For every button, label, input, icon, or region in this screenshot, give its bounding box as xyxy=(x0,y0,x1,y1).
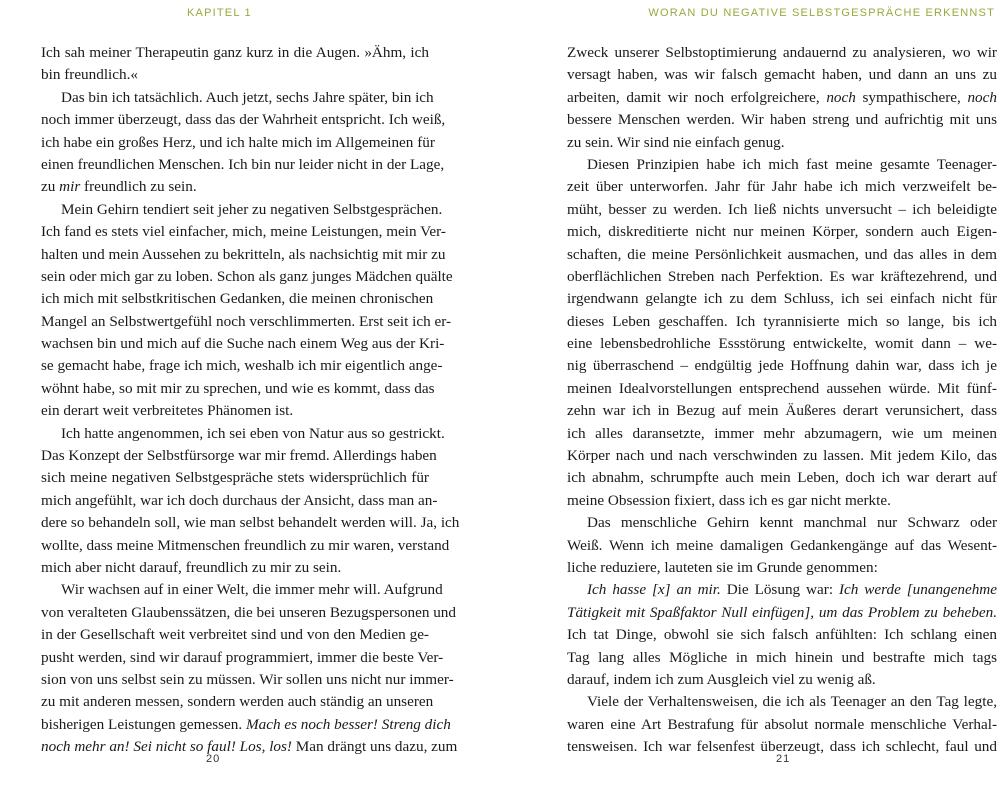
text-line xyxy=(41,691,434,713)
text-line xyxy=(41,557,429,579)
text-segment: sion von uns selbst sein zu müssen. Wir sollen uns nicht nur immer- xyxy=(41,670,454,688)
text-line xyxy=(567,109,997,131)
text-line xyxy=(567,266,997,288)
italic-text: Ich werde [unangenehme xyxy=(838,581,998,599)
page-number-left: 20 xyxy=(206,753,221,765)
text-segment: nig überraschend – endgültig jede Hoffnung dahin war, dass ich je xyxy=(567,357,997,375)
text-segment: Mein Gehirn tendiert seit jeher zu negativen Selbstgesprächen. xyxy=(61,200,443,218)
text-line xyxy=(41,669,454,691)
text-segment: darauf, indem ich zum Ausgleich viel zu wenig aß. xyxy=(567,670,876,688)
text-segment: Tag lang alles Mögliche in mich hinein und bestrafte mich tags xyxy=(567,648,997,666)
text-segment: tensweisen. Ich war felsenfest überzeugt, dass ich schlecht, faul und xyxy=(567,738,997,756)
text-segment: Ich sah meiner Therapeutin ganz kurz in die Augen. »Ähm, ich xyxy=(41,44,429,61)
italic-text: Mach es noch besser! Streng dich xyxy=(245,715,451,733)
text-line xyxy=(41,602,456,624)
text-segment: wöhnt habe, so mit mir zu sprechen, und wie es kommt, dass das xyxy=(41,379,435,397)
text-line xyxy=(567,669,997,691)
text-segment: ich mich mit selbstkritischen Gedanken, die meinen chronischen xyxy=(41,290,434,308)
text-segment: Das Konzept der Selbstfürsorge war mir fremd. Allerdings haben xyxy=(41,447,437,465)
text-segment: bessere Menschen werden. Wir haben streng und aufrichtig mit uns xyxy=(567,111,997,129)
text-segment: Körper nach und nach verschwinden zu lassen. Mit jedem Kilo, das xyxy=(567,447,997,465)
text-segment: pusht werden, sind wir darauf programmiert, immer die beste Ver- xyxy=(41,648,444,666)
italic-text: noch mehr an! Sei nicht so faul! Los, los! xyxy=(41,738,292,756)
text-line xyxy=(41,423,445,445)
text-segment: bin freundlich.« xyxy=(41,66,139,84)
italic-text: Tätigkeit mit Spaßfaktor Null einfügen], um das Problem zu beheben. xyxy=(567,603,997,621)
text-segment: versagt haben, was wir falsch gemacht haben, und dann an uns zu xyxy=(567,66,997,84)
text-segment: zehn war ich in Bezug auf mein Äußeres derart verunsichert, dass xyxy=(567,402,997,420)
text-segment: wachsen bin und mich auf die Suche nach einem Weg aus der Kri- xyxy=(41,335,445,353)
text-segment: Das menschliche Gehirn kennt manchmal nur Schwarz oder xyxy=(587,514,997,532)
text-segment: wollte, dass meine Mitmenschen freundlich zu mir waren, verstand xyxy=(41,536,450,554)
text-line xyxy=(41,378,435,400)
text-segment: noch immer überzeugt, dass das der Wahrheit entspricht. Ich weiß, xyxy=(41,111,446,129)
text-line xyxy=(41,64,429,86)
text-segment: Ich tat Dinge, obwohl sie sich falsch anfühlten: Ich schlang einen xyxy=(567,626,997,644)
text-line xyxy=(41,333,445,355)
text-segment: freundlich zu sein. xyxy=(80,178,197,196)
text-line xyxy=(567,288,997,310)
text-line xyxy=(567,221,997,243)
text-line xyxy=(567,378,997,400)
text-segment: Viele der Verhaltensweisen, die ich als Teenager an den Tag legte, xyxy=(587,693,997,711)
text-line xyxy=(567,64,997,86)
text-line xyxy=(41,490,438,512)
text-line xyxy=(567,467,997,489)
text-line xyxy=(41,288,434,310)
text-segment: sein oder mich gar zu loben. Schon als ganz junges Mädchen quälte xyxy=(41,267,453,285)
text-segment: arbeiten, damit wir noch erfolgreichere, xyxy=(567,88,827,106)
text-line xyxy=(567,714,997,736)
text-line xyxy=(567,647,997,669)
text-segment: müht, besser zu werden. Ich ließ nichts unversucht – ich beleidigte xyxy=(567,200,997,218)
text-segment: sich meine negativen Selbstgespräche stets widersprüchlich für xyxy=(41,469,429,487)
text-segment: Weiß. Wenn ich meine damaligen Gedankengänge auf das Wesent- xyxy=(567,536,997,554)
text-line xyxy=(41,445,437,467)
text-segment: halten und mein Aussehen zu bekritteln, als nachsichtig mit mir zu xyxy=(41,245,446,263)
body-text-left xyxy=(41,42,460,759)
text-line xyxy=(41,647,444,669)
text-line xyxy=(41,154,445,176)
text-segment: Das bin ich tatsächlich. Auch jetzt, sechs Jahre später, bin ich xyxy=(61,88,434,106)
text-segment: zeit über unterworfen. Jahr für Jahr habe ich mich verzweifelt be- xyxy=(567,178,997,196)
text-segment: mich angefühlt, war ich doch durchaus der Ansicht, dass man an- xyxy=(41,491,438,509)
text-segment: Man drängt uns dazu, zum xyxy=(292,738,458,756)
text-line xyxy=(41,736,458,758)
text-segment: ich habe ein großes Herz, und ich halte mich im Allgemeinen für xyxy=(41,133,435,151)
text-segment: irgendwann gelangte ich zu dem Schluss, ich sei einfach nicht für xyxy=(567,290,997,308)
text-segment: dere so behandeln soll, wie man selbst behandelt werden will. Ja, ich xyxy=(41,514,460,532)
text-line xyxy=(567,132,997,154)
text-line xyxy=(41,400,429,422)
italic-text: Ich hasse [x] an mir. xyxy=(587,581,721,599)
text-segment: ich abnahm, schrumpfte auch mein Leben, doch ich war derart auf xyxy=(567,469,997,487)
text-line xyxy=(41,311,452,333)
text-line xyxy=(567,423,997,445)
text-segment: Diesen Prinzipien habe ich mich fast meine gesamte Teenager- xyxy=(587,155,997,173)
text-line xyxy=(41,579,443,601)
running-head-section: WORAN DU NEGATIVE SELBSTGESPRÄCHE ERKENNST xyxy=(648,7,995,19)
text-segment: ich alles daransetzte, immer mehr abzumagern, wie um meinen xyxy=(567,424,997,442)
text-segment: Ich fand es stets viel einfacher, mich, meine Leistungen, mein Ver- xyxy=(41,223,446,241)
text-line xyxy=(41,132,435,154)
text-line xyxy=(567,400,997,422)
text-segment: oberflächlichen Streben nach Perfektion. Es war kräftezehrend, und xyxy=(567,267,997,285)
text-segment: eine lebensbedrohliche Essstörung entwickelte, womit dann – we- xyxy=(567,335,997,353)
text-segment: se gemacht habe, frage ich mich, weshalb ich mir eigentlich ange- xyxy=(41,357,443,375)
italic-text: noch xyxy=(967,88,997,106)
text-segment: von veralteten Glaubenssätzen, die bei unseren Bezugspersonen und xyxy=(41,603,456,621)
text-line xyxy=(567,535,997,557)
text-segment: zu xyxy=(41,178,60,196)
text-line xyxy=(567,176,997,198)
text-segment: Mangel an Selbstwertgefühl noch verschlimmerten. Erst seit ich er- xyxy=(41,312,452,330)
text-segment: ein derart weit verbreitetes Phänomen ist. xyxy=(41,402,294,420)
text-line xyxy=(567,691,997,713)
text-segment: meinen Idealvorstellungen entsprechend aussehen würde. Mit fünf- xyxy=(567,379,997,397)
text-segment: liche reduziere, lauteten sie im Grunde genommen: xyxy=(567,558,878,576)
text-line xyxy=(41,624,429,646)
text-segment: einen freundlichen Menschen. Ich bin nur leider nicht in der Lage, xyxy=(41,155,445,173)
text-segment: Ich hatte angenommen, ich sei eben von Natur aus so gestrickt. xyxy=(61,424,445,442)
text-segment: mich, diskreditierte nicht nur meinen Körper, sondern auch Eigen- xyxy=(567,223,997,241)
text-line xyxy=(567,199,997,221)
italic-text: noch xyxy=(826,88,856,106)
text-segment: sympathischere, xyxy=(855,88,968,106)
text-line xyxy=(41,42,429,64)
text-segment: Zweck unserer Selbstoptimierung andauernd zu analysieren, wo wir xyxy=(567,44,997,61)
text-line xyxy=(567,490,997,512)
text-line xyxy=(567,87,997,109)
text-line xyxy=(41,109,446,131)
text-line xyxy=(567,512,997,534)
text-segment: waren eine Art Bestrafung für absolut normale menschliche Verhal- xyxy=(567,715,997,733)
text-line xyxy=(41,266,453,288)
text-line xyxy=(41,467,429,489)
text-segment: Wir wachsen auf in einer Welt, die immer mehr will. Aufgrund xyxy=(61,581,443,599)
running-head-chapter: KAPITEL 1 xyxy=(187,7,252,19)
text-line xyxy=(567,333,997,355)
text-line xyxy=(567,602,997,624)
text-segment: zu sein. Wir sind nie einfach genug. xyxy=(567,133,785,151)
text-segment: in der Gesellschaft weit verbreitet sind und von den Medien ge- xyxy=(41,626,429,644)
body-text-right xyxy=(567,42,997,759)
text-segment: schaften, die meine Persönlichkeit ausmachen, und das alles in dem xyxy=(567,245,997,263)
text-line xyxy=(567,355,997,377)
text-line xyxy=(567,445,997,467)
text-line xyxy=(41,512,460,534)
italic-text: mir xyxy=(59,178,81,196)
text-line xyxy=(567,244,997,266)
text-line xyxy=(41,535,450,557)
text-segment: meine Obsession fixiert, dass ich es gar nicht merkte. xyxy=(567,491,891,509)
text-segment: mich aber nicht darauf, freundlich zu mir zu sein. xyxy=(41,558,342,576)
text-line xyxy=(41,355,443,377)
text-segment: bisherigen Leistungen gemessen. xyxy=(41,715,246,733)
page-number-right: 21 xyxy=(776,753,791,765)
text-segment: zu mit anderen messen, sondern werden auch ständig an unseren xyxy=(41,693,434,711)
text-line xyxy=(41,176,429,198)
text-segment: dieses Leben geschaffen. Ich tyrannisierte mich so lange, bis ich xyxy=(567,312,997,330)
text-line xyxy=(567,42,997,64)
text-line xyxy=(41,244,446,266)
text-line xyxy=(567,557,997,579)
text-line xyxy=(567,579,997,601)
text-line xyxy=(41,221,446,243)
text-line xyxy=(567,624,997,646)
text-line xyxy=(41,714,451,736)
text-segment: Die Lösung war: xyxy=(720,581,839,599)
right-page xyxy=(500,0,1000,800)
text-line xyxy=(41,199,443,221)
text-line xyxy=(567,311,997,333)
text-line xyxy=(567,154,997,176)
text-line xyxy=(41,87,434,109)
